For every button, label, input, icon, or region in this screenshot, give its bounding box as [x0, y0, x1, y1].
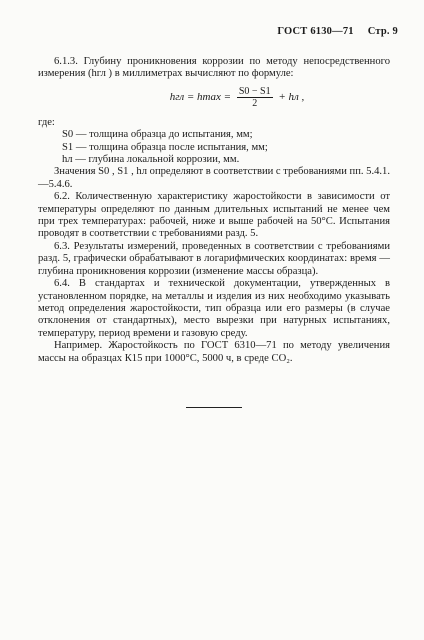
page-header [277, 26, 398, 37]
paragraph-6-2: 6.2. Количественную характеристику жаростойкости в зависимости от температуры определяют по данным длительных испытаний не менее чем при трех температурах: рабочей, ниже и выше рабочей на 50°С. Испытания проводят в соответствии с требованиями разд. 5. [38, 191, 390, 240]
definition-hl: hл — глубина локальной коррозии, мм. [62, 154, 240, 166]
formula-lhs: hгл = hmax = [169, 90, 234, 103]
formula-fraction [237, 86, 273, 109]
example-paragraph: Например. Жаростойкость по ГОСТ 6310—71 по методу увеличения массы на образцах К15 при 1000°С, 5000 ч, в среде CO₂. [38, 340, 390, 364]
page-number: Стр. 9 [367, 26, 398, 37]
formula-denominator: 2 [252, 97, 258, 109]
formula-rhs: + hл , [278, 90, 305, 103]
where-label: где: [38, 116, 55, 128]
definition-s0: S0 — толщина образца до испытания, мм; [62, 129, 253, 141]
definition-s1: S1 — толщина образца после испытания, мм; [62, 141, 268, 153]
standard-number: ГОСТ 6130—71 [277, 26, 354, 37]
formula-numerator: S0 − S1 [238, 85, 271, 97]
values-paragraph: Значения S0 , S1 , hл определяют в соответствии с требованиями пп. 5.4.1.—5.4.6. [38, 166, 390, 190]
paragraph-6-1-3: 6.1.3. Глубину проникновения коррозии по методу непосредственного измерения (hгл ) в миллиметрах вычисляют по формуле: [38, 56, 390, 80]
paragraph-6-4: 6.4. В стандартах и технической документации, утвержденных в установленном порядке, на металлы и изделия из них необходимо указывать метод определения жаростойкости, тип образца или его размеры (в случае отклонения от стандартных), место вырезки при натурных испытаниях, температуру, период времени и газовую среду. [38, 278, 390, 339]
end-divider [186, 407, 242, 408]
variable-definitions [38, 129, 390, 166]
paragraph-6-3: 6.3. Результаты измерений, проведенных в соответствии с требованиями разд. 5, графически обрабатывают в логарифмических координатах: время — глубина проникновения коррозии (изменение массы образца). [38, 240, 390, 277]
formula [84, 86, 390, 112]
